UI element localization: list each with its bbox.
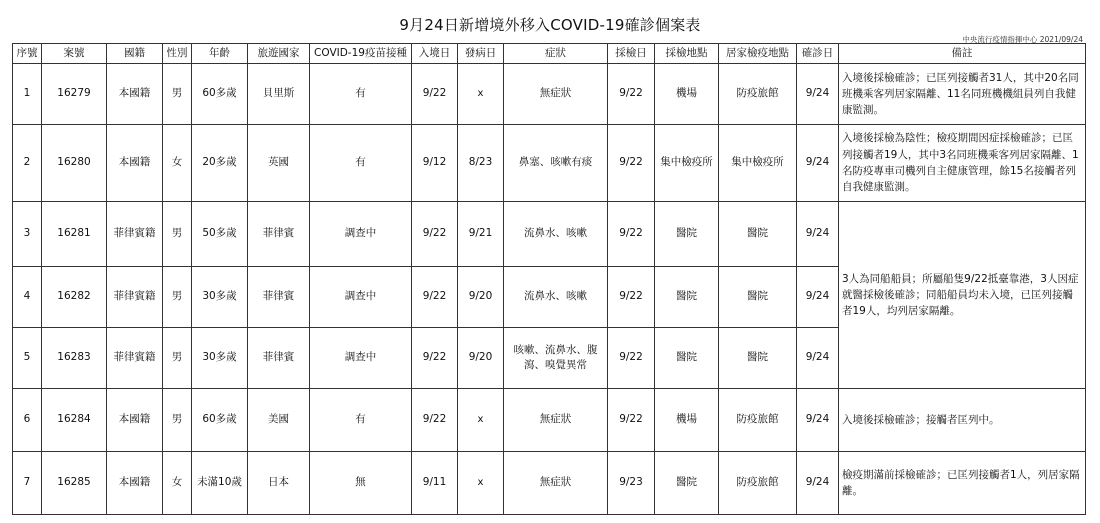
cell-confirm: 9/24 — [797, 64, 839, 125]
cell-test-site: 機場 — [655, 64, 719, 125]
cell-case: 16279 — [42, 64, 107, 125]
cell-sex: 女 — [163, 452, 192, 515]
cell-confirm: 9/24 — [797, 202, 839, 267]
cell-entry: 9/22 — [412, 389, 458, 452]
cell-quarantine: 防疫旅館 — [719, 452, 797, 515]
cell-vaccine: 有 — [310, 125, 412, 202]
cell-no: 6 — [13, 389, 42, 452]
cell-age: 30多歲 — [192, 267, 248, 328]
source-line: 中央流行疫情指揮中心 2021/09/24 — [962, 35, 1083, 44]
col-header-confirm: 確診日 — [797, 44, 839, 64]
cell-onset: x — [458, 452, 504, 515]
cell-quarantine: 醫院 — [719, 328, 797, 389]
cell-age: 60多歲 — [192, 64, 248, 125]
cell-onset: x — [458, 64, 504, 125]
cell-vaccine: 有 — [310, 389, 412, 452]
cell-age: 50多歲 — [192, 202, 248, 267]
cell-sex: 男 — [163, 64, 192, 125]
cell-test-date: 9/22 — [608, 64, 655, 125]
cell-entry: 9/22 — [412, 328, 458, 389]
cell-entry: 9/22 — [412, 64, 458, 125]
cell-test-site: 醫院 — [655, 202, 719, 267]
cell-symptoms: 無症狀 — [504, 64, 608, 125]
cell-confirm: 9/24 — [797, 267, 839, 328]
cell-notes: 入境後採檢確診；已匡列接觸者31人，其中20名同班機乘客列居家隔離、11名同班機機組員列自我健康監測。 — [839, 64, 1086, 125]
cell-age: 30多歲 — [192, 328, 248, 389]
col-header-vaccine: COVID-19疫苗接種 — [310, 44, 412, 64]
cell-onset: 9/20 — [458, 328, 504, 389]
cell-country: 英國 — [248, 125, 310, 202]
cell-entry: 9/22 — [412, 202, 458, 267]
cell-case: 16280 — [42, 125, 107, 202]
col-header-sex: 性別 — [163, 44, 192, 64]
cell-case: 16285 — [42, 452, 107, 515]
cell-case: 16284 — [42, 389, 107, 452]
col-header-symptoms: 症狀 — [504, 44, 608, 64]
cell-symptoms: 鼻塞、咳嗽有痰 — [504, 125, 608, 202]
table-row — [13, 125, 1086, 202]
cell-test-site: 醫院 — [655, 452, 719, 515]
cell-entry: 9/12 — [412, 125, 458, 202]
cell-onset: 9/21 — [458, 202, 504, 267]
cell-test-date: 9/22 — [608, 125, 655, 202]
table-row — [13, 389, 1086, 452]
cell-symptoms: 咳嗽、流鼻水、腹瀉、嗅覺異常 — [504, 328, 608, 389]
col-header-onset: 發病日 — [458, 44, 504, 64]
cell-test-date: 9/22 — [608, 202, 655, 267]
cell-no: 5 — [13, 328, 42, 389]
col-header-test-site: 採檢地點 — [655, 44, 719, 64]
cell-country: 菲律賓 — [248, 202, 310, 267]
cell-no: 4 — [13, 267, 42, 328]
cell-no: 2 — [13, 125, 42, 202]
cell-nationality: 本國籍 — [107, 452, 163, 515]
cell-notes: 檢疫期滿前採檢確診；已匡列接觸者1人，列居家隔離。 — [839, 452, 1086, 515]
cell-onset: 8/23 — [458, 125, 504, 202]
col-header-entry: 入境日 — [412, 44, 458, 64]
cell-notes: 入境後採檢確診；接觸者匡列中。 — [839, 389, 1086, 452]
cell-vaccine: 無 — [310, 452, 412, 515]
cell-onset: 9/20 — [458, 267, 504, 328]
cell-nationality: 菲律賓籍 — [107, 267, 163, 328]
cell-sex: 男 — [163, 389, 192, 452]
cell-confirm: 9/24 — [797, 328, 839, 389]
cell-case: 16281 — [42, 202, 107, 267]
cell-country: 菲律賓 — [248, 328, 310, 389]
cell-sex: 男 — [163, 328, 192, 389]
cell-notes-merged: 3人為同船船員；所屬船隻9/22抵臺靠港，3人因症就醫採檢後確診；同船船員均未入境，已匡列接觸者19人，均列居家隔離。 — [839, 202, 1086, 389]
table-row — [13, 452, 1086, 515]
cell-country: 日本 — [248, 452, 310, 515]
cell-onset: x — [458, 389, 504, 452]
col-header-test-date: 採檢日 — [608, 44, 655, 64]
cell-quarantine: 集中檢疫所 — [719, 125, 797, 202]
cell-country: 菲律賓 — [248, 267, 310, 328]
table-row — [13, 64, 1086, 125]
table-row — [13, 202, 1086, 267]
cell-test-site: 集中檢疫所 — [655, 125, 719, 202]
cell-sex: 男 — [163, 202, 192, 267]
cell-quarantine: 醫院 — [719, 267, 797, 328]
cell-quarantine: 防疫旅館 — [719, 389, 797, 452]
cell-test-site: 醫院 — [655, 328, 719, 389]
col-header-no: 序號 — [13, 44, 42, 64]
cell-age: 60多歲 — [192, 389, 248, 452]
cell-vaccine: 調查中 — [310, 328, 412, 389]
cell-notes: 入境後採檢為陰性；檢疫期間因症採檢確診；已匡列接觸者19人，其中3名同班機乘客列居家隔離、1名防疫專車司機列自主健康管理，餘15名接觸者列自我健康監測。 — [839, 125, 1086, 202]
page-title: 9月24日新增境外移入COVID-19確診個案表 — [399, 16, 701, 34]
cell-entry: 9/11 — [412, 452, 458, 515]
cell-vaccine: 調查中 — [310, 267, 412, 328]
cell-confirm: 9/24 — [797, 452, 839, 515]
col-header-country: 旅遊國家 — [248, 44, 310, 64]
cell-symptoms: 無症狀 — [504, 452, 608, 515]
cell-confirm: 9/24 — [797, 389, 839, 452]
cell-country: 貝里斯 — [248, 64, 310, 125]
cell-age: 未滿10歲 — [192, 452, 248, 515]
cell-entry: 9/22 — [412, 267, 458, 328]
cell-age: 20多歲 — [192, 125, 248, 202]
cell-no: 3 — [13, 202, 42, 267]
cell-test-date: 9/22 — [608, 389, 655, 452]
cell-quarantine: 防疫旅館 — [719, 64, 797, 125]
cell-confirm: 9/24 — [797, 125, 839, 202]
case-table — [12, 43, 1086, 515]
cell-symptoms: 無症狀 — [504, 389, 608, 452]
col-header-age: 年齡 — [192, 44, 248, 64]
cell-symptoms: 流鼻水、咳嗽 — [504, 267, 608, 328]
cell-test-site: 機場 — [655, 389, 719, 452]
cell-sex: 男 — [163, 267, 192, 328]
cell-test-date: 9/23 — [608, 452, 655, 515]
cell-case: 16283 — [42, 328, 107, 389]
cell-nationality: 本國籍 — [107, 64, 163, 125]
cell-nationality: 本國籍 — [107, 389, 163, 452]
cell-country: 美國 — [248, 389, 310, 452]
cell-nationality: 菲律賓籍 — [107, 328, 163, 389]
cell-quarantine: 醫院 — [719, 202, 797, 267]
col-header-nationality: 國籍 — [107, 44, 163, 64]
cell-nationality: 菲律賓籍 — [107, 202, 163, 267]
header-row — [13, 44, 1086, 64]
cell-nationality: 本國籍 — [107, 125, 163, 202]
col-header-case: 案號 — [42, 44, 107, 64]
cell-vaccine: 調查中 — [310, 202, 412, 267]
col-header-quarantine: 居家檢疫地點 — [719, 44, 797, 64]
cell-no: 1 — [13, 64, 42, 125]
cell-symptoms: 流鼻水、咳嗽 — [504, 202, 608, 267]
cell-test-date: 9/22 — [608, 267, 655, 328]
cell-test-date: 9/22 — [608, 328, 655, 389]
cell-no: 7 — [13, 452, 42, 515]
cell-vaccine: 有 — [310, 64, 412, 125]
col-header-notes: 備註 — [839, 44, 1086, 64]
cell-sex: 女 — [163, 125, 192, 202]
cell-test-site: 醫院 — [655, 267, 719, 328]
cell-case: 16282 — [42, 267, 107, 328]
